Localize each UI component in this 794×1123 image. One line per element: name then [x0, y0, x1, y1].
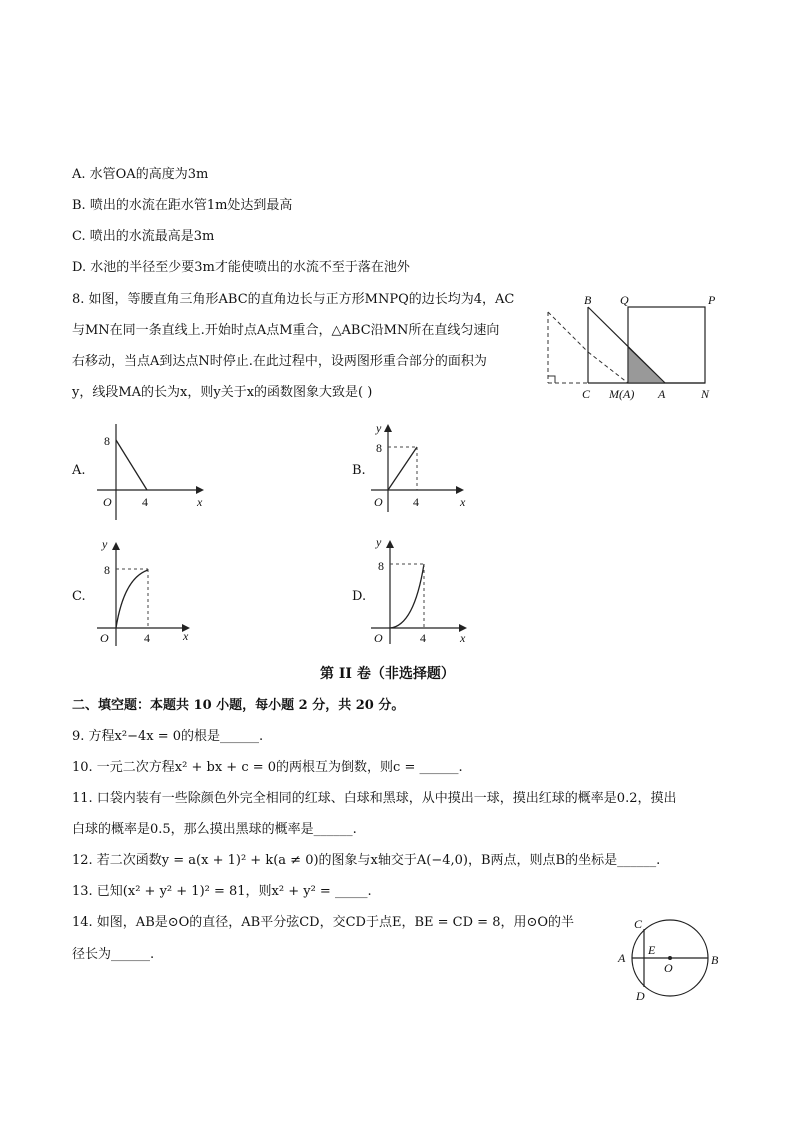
choice-a-xlabel: x [197, 495, 203, 509]
q11-line-1: 11. 口袋内装有一些除颜色外完全相同的红球、白球和黑球，从中摸出一球，摸出红球的概率是0.2，摸出 [72, 791, 677, 806]
choice-a-origin: O [103, 495, 112, 509]
q14-label-b: B [711, 953, 719, 967]
q8-line-4: y，线段MA的长为x，则y关于x的函数图象大致是( ) [72, 385, 373, 400]
choice-d-letter: D. [352, 589, 367, 604]
option-c: C. 喷出的水流最高是3m [72, 229, 215, 244]
q8-line-1: 8. 如图，等腰直角三角形ABC的直角边长与正方形MNPQ的边长均为4，AC [72, 292, 515, 307]
option-b: B. 喷出的水流在距水管1m处达到最高 [72, 198, 293, 213]
q11-line-2: 白球的概率是0.5，那么摸出黑球的概率是______. [72, 822, 357, 837]
q8-line-2: 与MN在同一条直线上.开始时点A点M重合，△ABC沿MN所在直线匀速向 [72, 323, 500, 338]
q8-geometry-figure [540, 290, 730, 410]
option-a: A. 水管OA的高度为3m [72, 167, 209, 182]
q8-line-3: 右移动，当点A到达点N时停止.在此过程中，设两图形重合部分的面积为 [72, 354, 487, 369]
q12-text: 12. 若二次函数y = a(x + 1)² + k(a ≠ 0)的图象与x轴交于A(−4,0)，B两点，则点B的坐标是______. [72, 853, 661, 868]
choice-b-xtick: 4 [413, 495, 419, 509]
choice-a-xtick: 4 [142, 495, 148, 509]
label-p: P [708, 293, 716, 307]
choice-d-xlabel: x [460, 631, 466, 645]
q10-text: 10. 一元二次方程x² + bx + c = 0的两根互为倒数，则c = ______. [72, 760, 463, 775]
choice-d-graph [366, 534, 486, 646]
choice-c-xtick: 4 [144, 631, 150, 645]
section-title: 第 II 卷（非选择题） [320, 666, 455, 682]
choice-b-ylabel: y [376, 421, 382, 435]
choice-d-origin: O [374, 631, 383, 645]
choice-c-xlabel: x [183, 629, 189, 643]
choice-c-ylabel: y [102, 537, 108, 551]
label-b: B [584, 293, 592, 307]
part-two-heading: 二、填空题：本题共 10 小题，每小题 2 分，共 20 分。 [72, 698, 405, 713]
label-c: C [582, 387, 591, 401]
label-q: Q [620, 293, 629, 307]
q14-circle-figure [610, 912, 725, 1007]
option-d: D. 水池的半径至少要3m才能使喷出的水流不至于落在池外 [72, 260, 410, 275]
choice-d-xtick: 4 [420, 631, 426, 645]
q14-label-a: A [618, 951, 626, 965]
q14-label-c: C [634, 917, 643, 931]
q13-text: 13. 已知(x² + y² + 1)² = 81，则x² + y² = _____. [72, 884, 372, 899]
label-n: N [701, 387, 710, 401]
choice-a-ytick: 8 [104, 434, 110, 448]
q14-label-o: O [664, 961, 673, 975]
choice-d-ylabel: y [376, 535, 382, 549]
q14-line-2: 径长为______. [72, 947, 155, 962]
choice-c-origin: O [100, 631, 109, 645]
choice-c-graph [92, 536, 212, 648]
choice-b-letter: B. [352, 463, 366, 478]
q14-line-1: 14. 如图，AB是⊙O的直径，AB平分弦CD，交CD于点E，BE = CD = 8，用⊙O的半 [72, 915, 575, 930]
q9-text: 9. 方程x²−4x = 0的根是______. [72, 729, 264, 744]
choice-d-ytick: 8 [378, 559, 384, 573]
label-a: A [658, 387, 666, 401]
q14-label-e: E [648, 943, 656, 957]
q14-label-d: D [636, 989, 645, 1003]
choice-c-ytick: 8 [104, 563, 110, 577]
choice-b-xlabel: x [460, 495, 466, 509]
choice-a-letter: A. [72, 463, 86, 478]
choice-a-graph [92, 420, 212, 525]
choice-b-origin: O [374, 495, 383, 509]
choice-b-graph [366, 420, 486, 525]
label-m: M(A) [609, 387, 635, 401]
choice-c-letter: C. [72, 589, 86, 604]
choice-b-ytick: 8 [376, 441, 382, 455]
